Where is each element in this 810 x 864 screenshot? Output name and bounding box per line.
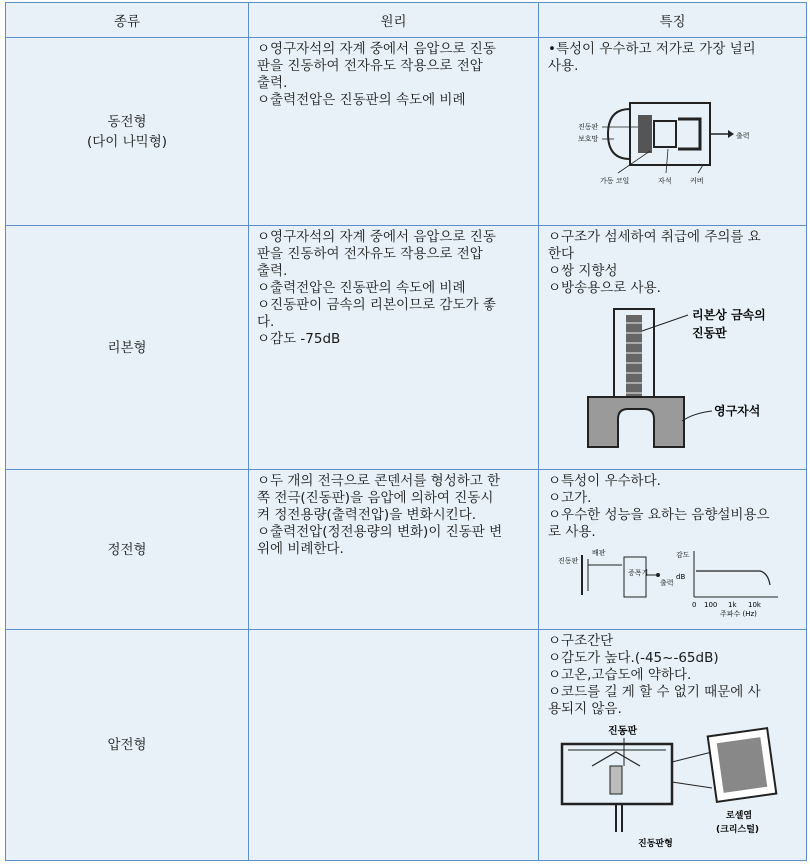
principle-cell — [249, 630, 539, 861]
feature-line: ㅇ고온,고습도에 약하다. — [548, 667, 692, 683]
piezo-mic-figure — [552, 722, 792, 850]
principle-line: ㅇ출력전압은 진동판의 속도에 비례 — [257, 92, 466, 108]
x-tick: 0 — [692, 601, 697, 609]
principle-cell — [249, 470, 539, 630]
figure-label: 감도 — [676, 551, 690, 559]
figure-label: 보호망 — [578, 135, 599, 143]
features-cell — [539, 630, 807, 861]
x-axis-label: 주파수 (Hz) — [720, 610, 757, 617]
table-row — [6, 470, 807, 630]
principle-line: ㅇ진동판이 금속의 리본이므로 감도가 좋 — [257, 297, 496, 313]
type-label: 동전형 — [107, 113, 147, 130]
features-cell — [539, 38, 807, 226]
feature-line: 로 사용. — [548, 524, 596, 540]
feature-line: ㅇ코드를 길 게 할 수 없기 때문에 사 — [548, 684, 761, 700]
feature-line: ㅇ우수한 성능을 요하는 음향설비용으 — [548, 507, 770, 523]
principle-line: ㅇ감도 -75dB — [257, 331, 341, 347]
figure-label: 자석 — [658, 177, 672, 185]
header-row — [6, 3, 807, 38]
features-cell — [539, 226, 807, 470]
type-cell — [6, 38, 249, 226]
figure-label: 진동판 — [558, 557, 579, 565]
table-row — [6, 38, 807, 226]
table-row — [6, 226, 807, 470]
principle-line: 켜 정전용량(출력전압)을 변화시킨다. — [257, 507, 477, 523]
principle-line: 출력. — [257, 263, 288, 279]
type-sublabel: (다이 나믹형) — [86, 133, 168, 150]
principle-line: ㅇ출력전압(정전용량의 변화)이 진동판 변 — [257, 524, 503, 540]
feature-line: ㅇ구조간단 — [548, 633, 614, 649]
principle-cell — [249, 226, 539, 470]
type-cell — [6, 226, 249, 470]
principle-line: ㅇ영구자석의 자계 중에서 음압으로 진동 — [257, 229, 496, 245]
x-tick: 100 — [704, 601, 718, 609]
type-cell — [6, 630, 249, 861]
figure-label: 진동판 — [578, 123, 599, 131]
condenser-mic-figure — [552, 545, 792, 617]
type-label: 리본형 — [107, 339, 147, 356]
feature-line: •특성이 우수하고 저가로 가장 널리 — [548, 41, 756, 57]
figure-label: 진동판형 — [638, 839, 673, 849]
header-type: 종류 — [6, 3, 249, 38]
dynamic-mic-figure — [578, 89, 778, 189]
figure-label: 증폭기 — [628, 569, 649, 577]
feature-line: ㅇ고가. — [548, 490, 592, 506]
feature-line: 한다 — [548, 246, 575, 262]
figure-label: 가동 코일 — [600, 177, 630, 185]
header-features: 특징 — [539, 3, 807, 38]
table-row — [6, 630, 807, 861]
feature-line: 사용. — [548, 58, 579, 74]
principle-line: ㅇ출력전압은 진동판의 속도에 비례 — [257, 280, 466, 296]
feature-line: ㅇ방송용으로 사용. — [548, 280, 661, 296]
principle-line: 위에 비례한다. — [257, 541, 344, 557]
feature-line: ㅇ특성이 우수하다. — [548, 473, 661, 489]
principle-line: ㅇ두 개의 전극으로 콘덴서를 형성하고 한 — [257, 473, 501, 489]
features-cell — [539, 470, 807, 630]
figure-label: 리본상 금속의 — [692, 308, 766, 322]
microphone-types-table — [5, 2, 807, 861]
figure-label: 진동판 — [608, 726, 637, 737]
figure-label: 출력 — [736, 132, 750, 140]
principle-line: 다. — [257, 314, 275, 330]
x-tick: 1k — [728, 601, 737, 609]
figure-label: 영구자석 — [714, 404, 761, 418]
type-label: 압전형 — [107, 737, 147, 753]
feature-line: 용되지 않음. — [548, 701, 622, 717]
principle-line: 출력. — [257, 75, 288, 91]
figure-label: 진동판 — [692, 326, 727, 340]
type-cell — [6, 470, 249, 630]
principle-line: 판을 진동하여 전자유도 작용으로 전압 — [257, 246, 483, 262]
principle-line: 판을 진동하여 전자유도 작용으로 전압 — [257, 58, 483, 74]
principle-line: ㅇ영구자석의 자계 중에서 음압으로 진동 — [257, 41, 496, 57]
ribbon-mic-figure — [578, 301, 798, 461]
figure-label: (크리스털) — [716, 825, 760, 835]
x-tick: 10k — [748, 601, 761, 609]
figure-label: 커버 — [690, 177, 704, 185]
figure-label: 로셀염 — [726, 811, 753, 821]
feature-line: ㅇ감도가 높다.(-45~-65dB) — [548, 650, 719, 666]
feature-line: ㅇ구조가 섬세하여 취급에 주의를 요 — [548, 229, 761, 245]
type-label: 정전형 — [107, 541, 147, 558]
figure-label: dB — [676, 573, 686, 581]
principle-cell — [249, 38, 539, 226]
feature-line: ㅇ쌍 지향성 — [548, 263, 618, 279]
header-principle: 원리 — [249, 3, 539, 38]
principle-line: 쪽 전극(진동판)을 음압에 의하여 진동시 — [257, 490, 494, 506]
figure-label: 배판 — [592, 549, 606, 557]
figure-label: 출력 — [660, 579, 674, 587]
